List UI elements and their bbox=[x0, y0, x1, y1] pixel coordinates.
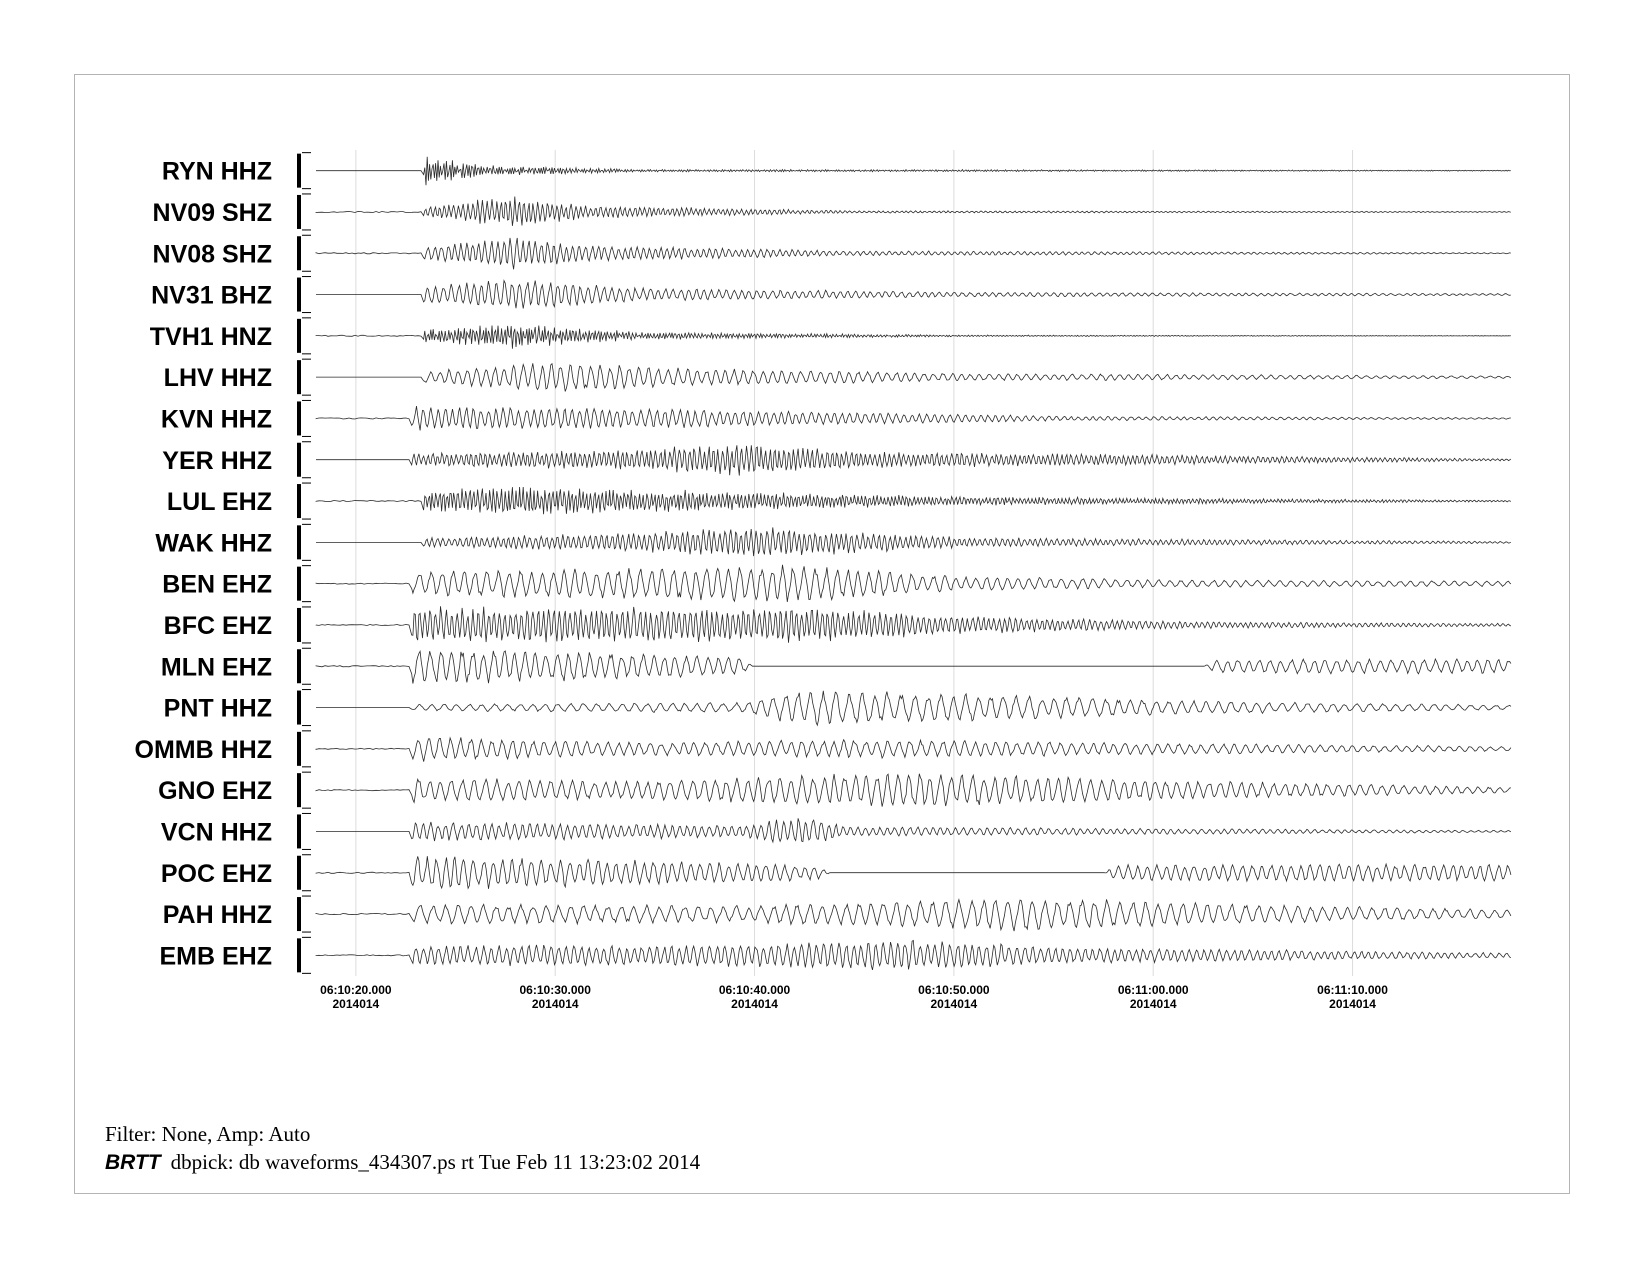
trace-waveform bbox=[316, 487, 1511, 514]
x-tick-day: 2014014 bbox=[930, 997, 978, 1011]
x-tick-time: 06:11:00.000 bbox=[1117, 983, 1189, 997]
x-tick-time: 06:11:10.000 bbox=[1317, 983, 1388, 997]
trace-label: PNT HHZ bbox=[163, 694, 272, 723]
x-tick-time: 06:10:30.000 bbox=[519, 983, 591, 997]
amplitude-bar bbox=[297, 525, 301, 559]
trace-waveform bbox=[316, 774, 1511, 807]
amplitude-bar bbox=[297, 236, 301, 270]
amplitude-bar bbox=[297, 401, 301, 435]
x-tick-day: 2014014 bbox=[1129, 997, 1177, 1011]
amplitude-bar bbox=[297, 773, 301, 807]
amplitude-bar bbox=[297, 567, 301, 601]
amplitude-bar bbox=[297, 608, 301, 642]
trace-waveform bbox=[316, 737, 1511, 761]
trace-label: WAK HHZ bbox=[155, 529, 272, 558]
amplitude-bar bbox=[297, 649, 301, 683]
filter-line: Filter: None, Amp: Auto bbox=[105, 1122, 311, 1146]
trace-label: NV08 SHZ bbox=[152, 240, 272, 269]
trace-label: OMMB HHZ bbox=[134, 735, 272, 764]
amplitude-bar bbox=[297, 691, 301, 725]
amplitude-bar bbox=[297, 195, 301, 229]
amplitude-bar bbox=[297, 443, 301, 477]
trace-label: TVH1 HNZ bbox=[149, 322, 272, 351]
amplitude-bar bbox=[297, 856, 301, 890]
trace-label: PAH HHZ bbox=[162, 901, 272, 930]
trace-label: MLN EHZ bbox=[160, 653, 272, 682]
trace-label: BFC EHZ bbox=[163, 611, 272, 640]
trace-waveform bbox=[316, 238, 1511, 269]
trace-label: VCN HHZ bbox=[160, 818, 272, 847]
amplitude-bar bbox=[297, 360, 301, 394]
x-tick-time: 06:10:20.000 bbox=[320, 983, 392, 997]
trace-label: KVN HHZ bbox=[160, 405, 272, 434]
amplitude-bar bbox=[297, 732, 301, 766]
amplitude-bar bbox=[297, 814, 301, 848]
amplitude-bar bbox=[297, 154, 301, 188]
trace-label: BEN EHZ bbox=[162, 570, 272, 599]
trace-waveform bbox=[316, 651, 1511, 684]
amplitude-bar bbox=[297, 897, 301, 931]
x-tick-day: 2014014 bbox=[332, 997, 380, 1011]
amplitude-bar bbox=[297, 938, 301, 972]
footer bbox=[105, 1120, 700, 1177]
command-line bbox=[105, 1148, 700, 1177]
amplitude-bar bbox=[297, 278, 301, 312]
trace-waveform bbox=[316, 899, 1511, 931]
trace-waveform bbox=[316, 527, 1511, 556]
trace-waveform bbox=[316, 818, 1511, 842]
trace-waveform bbox=[316, 406, 1511, 430]
trace-waveform bbox=[316, 281, 1511, 309]
trace-label: NV09 SHZ bbox=[152, 198, 272, 227]
trace-waveform bbox=[316, 691, 1511, 725]
trace-waveform bbox=[316, 940, 1511, 970]
trace-waveform bbox=[316, 363, 1511, 391]
amplitude-bar bbox=[297, 484, 301, 518]
trace-label: GNO EHZ bbox=[158, 777, 272, 806]
x-tick-time: 06:10:40.000 bbox=[718, 983, 791, 997]
x-tick-time: 06:10:50.000 bbox=[918, 983, 990, 997]
trace-label: LUL EHZ bbox=[166, 488, 272, 517]
brand-label: BRTT bbox=[105, 1151, 161, 1174]
trace-waveform bbox=[316, 157, 1511, 185]
trace-waveform bbox=[316, 856, 1511, 889]
trace-label: NV31 BHZ bbox=[151, 281, 272, 310]
x-tick-day: 2014014 bbox=[1329, 997, 1376, 1011]
trace-label: POC EHZ bbox=[160, 859, 272, 888]
trace-waveform bbox=[316, 445, 1511, 475]
trace-label: YER HHZ bbox=[162, 446, 272, 475]
trace-waveform bbox=[316, 565, 1511, 602]
command-text: dbpick: db waveforms_434307.ps rt Tue Feb 11 13:23:02 2014 bbox=[170, 1150, 701, 1174]
x-tick-day: 2014014 bbox=[531, 997, 579, 1011]
trace-waveform bbox=[316, 326, 1511, 349]
trace-label: LHV HHZ bbox=[163, 364, 272, 393]
amplitude-bar bbox=[297, 319, 301, 353]
trace-waveform bbox=[316, 606, 1511, 642]
trace-label: EMB EHZ bbox=[159, 942, 272, 971]
x-tick-day: 2014014 bbox=[731, 997, 778, 1011]
trace-waveform bbox=[316, 197, 1511, 226]
trace-label: RYN HHZ bbox=[161, 157, 272, 186]
